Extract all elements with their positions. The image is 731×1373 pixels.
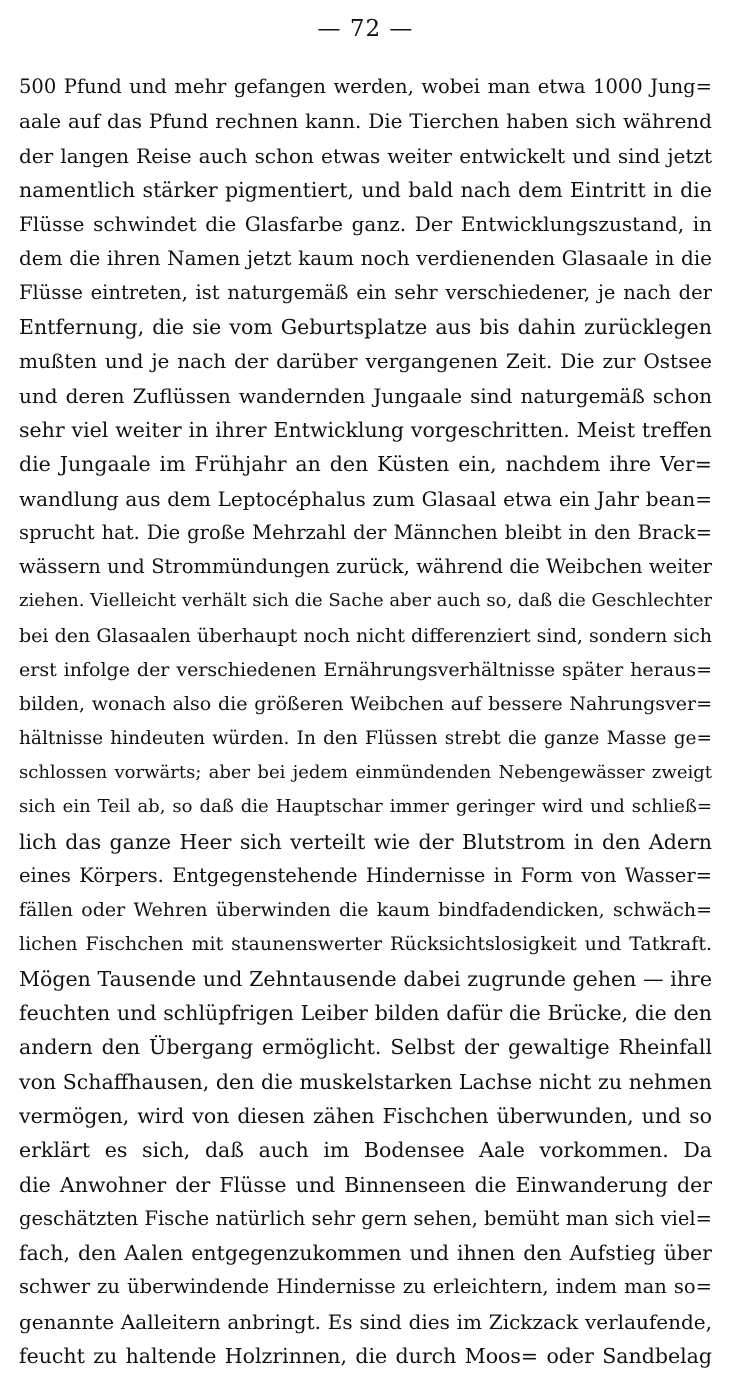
text-line: Mögen Tausende und Zehntausende dabei zugrunde gehen — ihre	[19, 966, 712, 991]
text-line: wandlung aus dem Leptocéphalus zum Glasaal etwa ein Jahr bean=	[19, 486, 712, 511]
text-line: bei den Glasaalen überhaupt noch nicht differenziert sind, sondern sich	[19, 624, 712, 647]
text-line: lichen Fischchen mit staunenswerter Rücksichtslosigkeit und Tatkraft.	[19, 933, 712, 956]
text-line: mußten und je nach der darüber vergangenen Zeit. Die zur Ostsee	[19, 349, 712, 374]
text-line: schwer zu überwindende Hindernisse zu erleichtern, indem man so=	[19, 1275, 712, 1299]
text-line: sprucht hat. Die große Mehrzahl der Männchen bleibt in den Brack=	[19, 520, 712, 544]
text-line: fach, den Aalen entgegenzukommen und ihnen den Aufstieg über	[19, 1241, 712, 1266]
text-line: bilden, wonach also die größeren Weibchen auf bessere Nahrungsver=	[19, 693, 712, 716]
text-line: andern den Übergang ermöglicht. Selbst der gewaltige Rheinfall	[19, 1035, 712, 1060]
text-line: hältnisse hindeuten würden. In den Flüssen strebt die ganze Masse ge=	[19, 727, 712, 749]
text-line: Flüsse schwindet die Glasfarbe ganz. Der Entwicklungszustand, in	[19, 212, 712, 237]
page-number: — 72 —	[317, 16, 414, 42]
text-line: sehr viel weiter in ihrer Entwicklung vorgeschritten. Meist treffen	[19, 417, 712, 442]
text-line: lich das ganze Heer sich verteilt wie der Blutstrom in den Adern	[19, 829, 712, 854]
text-line: Entfernung, die sie vom Geburtsplatze aus bis dahin zurücklegen	[19, 315, 712, 340]
text-line: fällen oder Wehren überwinden die kaum bindfadendicken, schwäch=	[19, 899, 712, 922]
text-line: wässern und Strommündungen zurück, während die Weibchen weiter	[19, 555, 712, 579]
text-line: der langen Reise auch schon etwas weiter entwickelt und sind jetzt	[19, 143, 712, 168]
text-line: erst infolge der verschiedenen Ernährungsverhältnisse später heraus=	[19, 659, 712, 682]
text-line: und deren Zuflüssen wandernden Jungaale sind naturgemäß schon	[19, 383, 712, 408]
text-line: eines Körpers. Entgegenstehende Hindernisse in Form von Wasser=	[19, 863, 712, 887]
text-line: schlossen vorwärts; aber bei jedem einmündenden Nebengewässer zweigt	[19, 761, 712, 783]
text-line: die Jungaale im Frühjahr an den Küsten ein, nachdem ihre Ver=	[19, 452, 712, 477]
text-line: ziehen. Vielleicht verhält sich die Sache aber auch so, daß die Geschlechter	[19, 590, 712, 612]
text-line: die Anwohner der Flüsse und Binnenseen die Einwanderung der	[19, 1172, 712, 1197]
text-line: sich ein Teil ab, so daß die Hauptschar immer geringer wird und schließ=	[19, 796, 712, 818]
body-text	[19, 70, 712, 1373]
text-line: Flüsse eintreten, ist naturgemäß ein sehr verschiedener, je nach der	[19, 280, 712, 304]
text-line: namentlich stärker pigmentiert, und bald nach dem Eintritt in die	[19, 177, 712, 202]
text-line: dem die ihren Namen jetzt kaum noch verdienenden Glasaale in die	[19, 246, 712, 271]
text-line: vermögen, wird von diesen zähen Fischchen überwunden, und so	[19, 1103, 712, 1128]
text-line: 500 Pfund und mehr gefangen werden, wobei man etwa 1000 Jung=	[19, 75, 712, 98]
text-line: feucht zu haltende Holzrinnen, die durch Moos= oder Sandbelag	[19, 1343, 712, 1368]
text-line: genannte Aalleitern anbringt. Es sind dies im Zickzack verlaufende,	[19, 1309, 712, 1334]
text-line: geschätzten Fische natürlich sehr gern sehen, bemüht man sich viel=	[19, 1206, 712, 1230]
text-line: feuchten und schlüpfrigen Leiber bilden dafür die Brücke, die den	[19, 1001, 712, 1026]
text-line: aale auf das Pfund rechnen kann. Die Tierchen haben sich während	[19, 109, 712, 134]
text-line: von Schaffhausen, den die muskelstarken Lachse nicht zu nehmen	[19, 1069, 712, 1094]
text-line: erklärt es sich, daß auch im Bodensee Aale vorkommen. Da	[19, 1138, 712, 1163]
